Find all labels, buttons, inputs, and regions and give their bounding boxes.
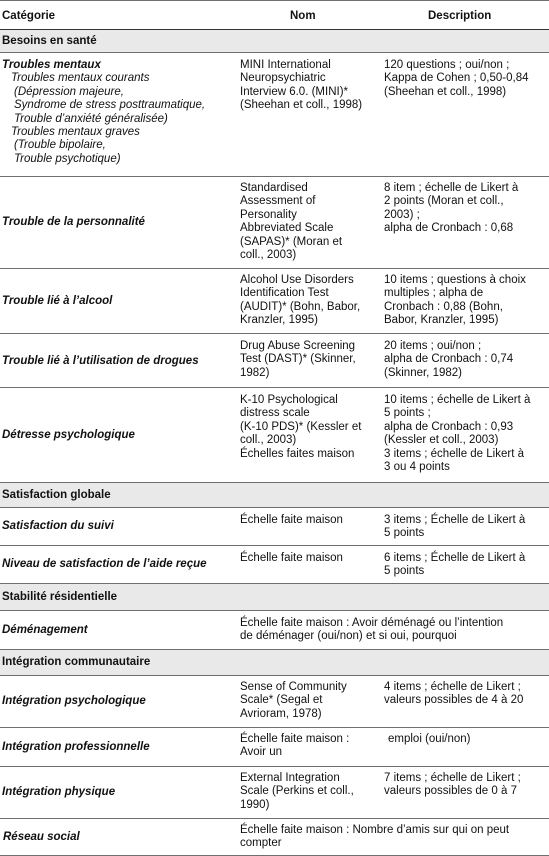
description-line: 120 questions ; oui/non ; xyxy=(384,59,510,71)
table-row-reseau-social xyxy=(0,819,549,856)
description-cell xyxy=(384,274,546,328)
description-line: Cronbach : 0,88 (Bohn, xyxy=(384,300,503,313)
name-line: coll., 2003) xyxy=(240,249,297,262)
name-line: Test (DAST)* (Skinner, xyxy=(240,353,356,366)
name-line: External Integration xyxy=(240,772,340,784)
description-line: valeurs possibles de 0 à 7 xyxy=(384,785,517,798)
table-row-integration-physique xyxy=(0,767,549,819)
description-line: (Skinner, 1982) xyxy=(384,366,462,379)
description-line: 6 items ; Échelle de Likert à xyxy=(384,552,526,564)
category-title: Trouble de la personnalité xyxy=(2,216,145,228)
name-cell xyxy=(240,681,380,721)
table-header xyxy=(0,0,549,30)
name-cell xyxy=(240,182,380,262)
category-title: Niveau de satisfaction de l’aide reçue xyxy=(2,558,207,570)
table-row-satisfaction-suivi xyxy=(0,508,549,546)
category-sub: Troubles mentaux graves xyxy=(11,126,140,139)
name-line: K-10 Psychological xyxy=(240,394,338,406)
name-line: (AUDIT)* (Bohn, Babor, xyxy=(240,300,361,313)
name-line: Assessment of xyxy=(240,195,316,208)
description-line: 8 item ; échelle de Likert à xyxy=(384,182,519,194)
table-row-integration-professionnelle xyxy=(0,728,549,767)
name-line: Neuropsychiatric xyxy=(240,72,326,85)
description-line: Babor, Kranzler, 1995) xyxy=(384,314,499,327)
description-cell xyxy=(384,681,546,708)
description-line: 10 items ; questions à choix xyxy=(384,274,526,286)
table-row-alcool xyxy=(0,269,549,334)
description-line: emploi (oui/non) xyxy=(388,733,471,745)
table-row-integration-psychologique xyxy=(0,676,549,728)
header-categorie: Catégorie xyxy=(2,10,56,22)
category-sub: (Trouble bipolaire, xyxy=(14,139,106,152)
name-cell xyxy=(240,59,380,113)
description-line: 5 points xyxy=(384,565,425,578)
spanning-cell xyxy=(240,824,545,851)
description-line: 3 items ; Échelle de Likert à xyxy=(384,514,526,526)
name-line: Kranzler, 1995) xyxy=(240,314,318,327)
section-besoins xyxy=(0,30,549,53)
table-row-drogues xyxy=(0,334,549,388)
name-line: (SAPAS)* (Moran et xyxy=(240,235,343,248)
name-cell xyxy=(240,394,380,461)
name-line: 1982) xyxy=(240,366,270,379)
name-line: Personality xyxy=(240,208,297,221)
category-sub: (Dépression majeure, xyxy=(14,85,124,98)
name-line: Scale* (Segal et xyxy=(240,694,323,707)
name-cell xyxy=(240,340,380,380)
category-sub: Trouble d’anxiété généralisée) xyxy=(14,112,168,125)
description-line: (Kessler et coll., 2003) xyxy=(384,434,499,447)
name-line: Alcohol Use Disorders xyxy=(240,274,354,286)
description-cell xyxy=(384,340,546,380)
category-title: Détresse psychologique xyxy=(2,429,135,441)
description-line: 5 points xyxy=(384,527,425,540)
table-row-personnalite xyxy=(0,177,549,269)
category-cell xyxy=(2,59,228,166)
name-line: Identification Test xyxy=(240,287,329,300)
name-line: Échelle faite maison xyxy=(240,514,343,526)
name-line: Échelle faite maison xyxy=(240,552,343,564)
table-row-troubles-mentaux xyxy=(0,53,549,177)
table-row-detresse xyxy=(0,388,549,483)
name-line: Échelle faite maison : xyxy=(240,733,350,745)
description-line: 4 items ; échelle de Likert ; xyxy=(384,681,521,693)
name-line: Interview 6.0. (MINI)* xyxy=(240,85,348,98)
section-title: Stabilité résidentielle xyxy=(2,591,118,603)
description-line: alpha de Cronbach : 0,68 xyxy=(384,222,514,235)
name-cell xyxy=(240,733,380,760)
description-line: compter xyxy=(240,837,282,850)
name-line: Drug Abuse Screening xyxy=(240,340,356,352)
name-line: 1990) xyxy=(240,798,270,811)
spanning-cell xyxy=(240,617,545,644)
description-cell xyxy=(384,59,546,99)
name-line: Scale (Perkins et coll., xyxy=(240,785,354,798)
name-line: (K-10 PDS)* (Kessler et xyxy=(240,420,362,433)
section-title: Intégration communautaire xyxy=(2,656,151,668)
name-line: Avrioram, 1978) xyxy=(240,707,322,720)
header-description: Description xyxy=(428,10,492,22)
name-line: Avoir un xyxy=(240,746,282,759)
category-sub: Trouble psychotique) xyxy=(14,152,121,165)
section-satisfaction xyxy=(0,483,549,508)
section-title: Satisfaction globale xyxy=(2,489,111,501)
name-line: (Sheehan et coll., 1998) xyxy=(240,99,363,112)
name-line: distress scale xyxy=(240,407,310,420)
description-cell xyxy=(384,514,546,541)
name-line: Standardised xyxy=(240,182,308,194)
name-line: MINI International xyxy=(240,59,331,71)
description-line: alpha de Cronbach : 0,93 xyxy=(384,420,514,433)
header-nom: Nom xyxy=(290,10,316,22)
category-title: Troubles mentaux xyxy=(2,59,101,71)
name-cell xyxy=(240,274,380,328)
table-row-satisfaction-aide xyxy=(0,546,549,584)
description-line: 7 items ; échelle de Likert ; xyxy=(384,772,521,784)
category-title: Trouble lié à l’utilisation de drogues xyxy=(2,355,199,367)
category-sub: Troubles mentaux courants xyxy=(11,72,150,85)
description-line: 10 items ; échelle de Likert à xyxy=(384,394,531,406)
table-row-demenagement xyxy=(0,611,549,650)
description-line: multiples ; alpha de xyxy=(384,287,484,300)
description-line: Échelle faite maison : Nombre d’amis sur qui on peut xyxy=(240,824,510,836)
category-title: Intégration professionnelle xyxy=(2,741,150,753)
description-line: (Sheehan et coll., 1998) xyxy=(384,85,507,98)
name-line: Sense of Community xyxy=(240,681,347,693)
category-sub: Syndrome de stress posttraumatique, xyxy=(14,99,206,112)
description-cell xyxy=(384,394,546,474)
category-title: Réseau social xyxy=(3,831,80,843)
description-line: 3 items ; échelle de Likert à xyxy=(384,447,524,460)
category-title: Déménagement xyxy=(2,624,88,636)
description-line: de déménager (oui/non) et si oui, pourquoi xyxy=(240,630,457,643)
name-line: Abbreviated Scale xyxy=(240,222,334,235)
description-line: Échelle faite maison : Avoir déménagé ou l’intention xyxy=(240,617,504,629)
description-cell xyxy=(384,182,546,236)
description-line: 5 points ; xyxy=(384,407,431,420)
description-line: 2003) ; xyxy=(384,208,420,221)
description-cell xyxy=(384,552,546,579)
description-line: 3 ou 4 points xyxy=(384,461,450,474)
description-cell xyxy=(384,772,546,799)
description-line: alpha de Cronbach : 0,74 xyxy=(384,353,514,366)
section-stabilite xyxy=(0,584,549,611)
section-integration xyxy=(0,650,549,676)
category-title: Satisfaction du suivi xyxy=(2,520,114,532)
category-title: Intégration physique xyxy=(2,786,116,798)
description-line: 2 points (Moran et coll., xyxy=(384,195,504,208)
name-line: coll., 2003) xyxy=(240,434,297,447)
name-cell xyxy=(240,772,380,812)
section-title: Besoins en santé xyxy=(2,35,97,47)
category-title: Intégration psychologique xyxy=(2,695,146,707)
description-line: 20 items ; oui/non ; xyxy=(384,340,482,352)
description-line: Kappa de Cohen ; 0,50-0,84 xyxy=(384,72,529,85)
category-title: Trouble lié à l’alcool xyxy=(2,295,113,307)
name-line: Échelles faites maison xyxy=(240,447,355,460)
description-line: valeurs possibles de 4 à 20 xyxy=(384,694,524,707)
